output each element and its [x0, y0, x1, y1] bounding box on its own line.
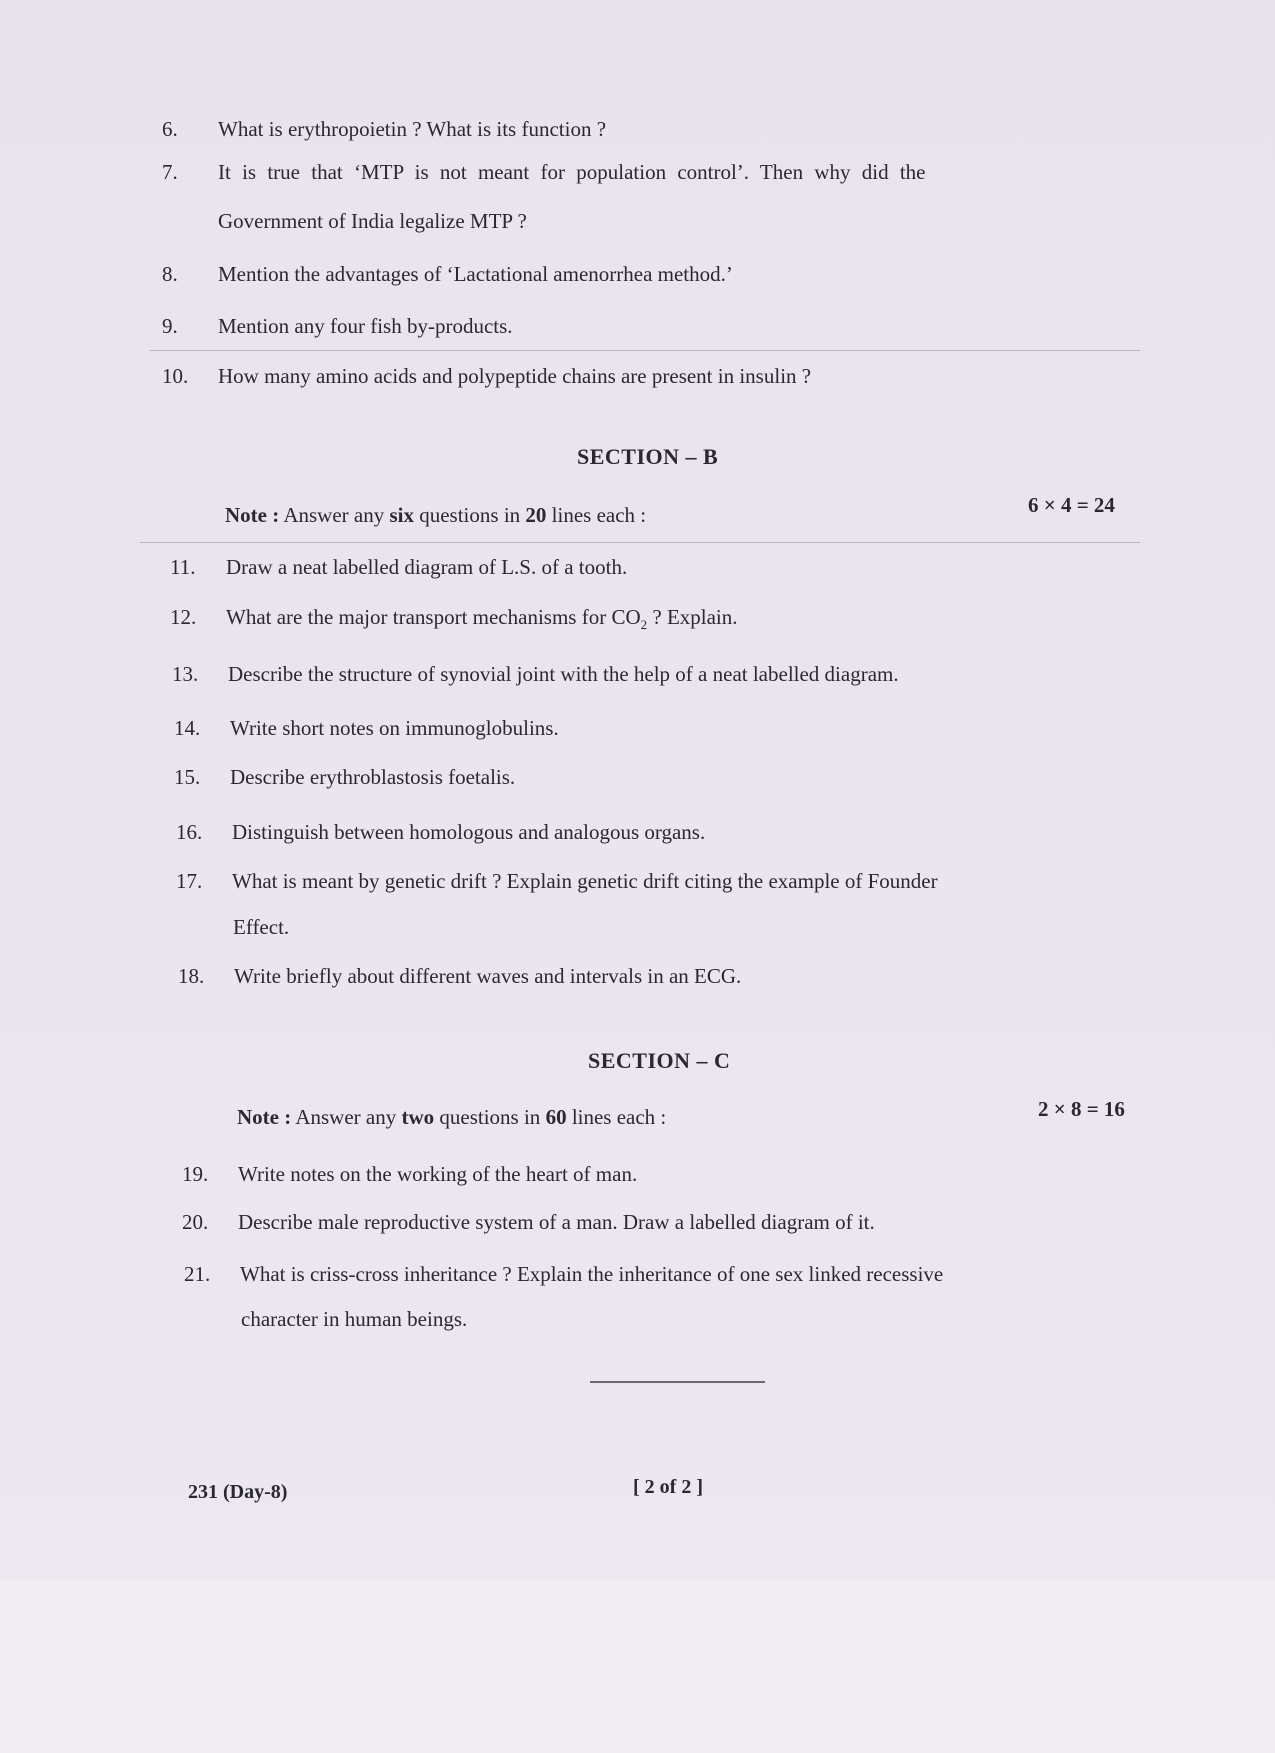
question-number: 8. — [162, 262, 178, 286]
question-21-continuation: character in human beings. — [241, 1307, 468, 1331]
note-text: lines each : — [571, 1105, 667, 1129]
scan-margin — [0, 1580, 1275, 1753]
note-text: Answer any — [283, 503, 385, 527]
subscript: 2 — [640, 617, 648, 633]
question-text-part: What are the major transport mechanisms for CO — [226, 605, 641, 629]
end-rule — [590, 1381, 765, 1383]
question-text: What is meant by genetic drift ? Explain genetic drift citing the example of Founder — [232, 869, 938, 893]
divider — [140, 542, 1140, 543]
question-text: Describe the structure of synovial joint with the help of a neat labelled diagram. — [228, 662, 899, 686]
note-label: Note : — [237, 1105, 292, 1129]
question-number: 11. — [170, 555, 196, 579]
question-number: 7. — [162, 160, 178, 184]
note-lines: 20 — [525, 503, 547, 527]
question-number: 15. — [174, 765, 201, 789]
note-count: six — [389, 503, 414, 527]
section-c-note — [237, 1105, 666, 1130]
question-7-continuation: Government of India legalize MTP ? — [218, 209, 527, 233]
question-text: Distinguish between homologous and analogous organs. — [232, 820, 706, 844]
note-lines: 60 — [545, 1105, 567, 1129]
question-text — [226, 605, 738, 633]
question-text: Mention the advantages of ‘Lactational amenorrhea method.’ — [218, 262, 733, 286]
question-text: What is erythropoietin ? What is its function ? — [218, 117, 607, 141]
note-label: Note : — [225, 503, 280, 527]
divider — [150, 350, 1140, 351]
section-b-heading: SECTION – B — [577, 444, 719, 469]
question-text: Write notes on the working of the heart of man. — [238, 1162, 638, 1186]
section-b-note — [225, 503, 646, 528]
question-number: 18. — [178, 964, 205, 988]
question-number: 16. — [176, 820, 203, 844]
question-text: Describe erythroblastosis foetalis. — [230, 765, 516, 789]
question-number: 13. — [172, 662, 199, 686]
section-b-marks: 6 × 4 = 24 — [1028, 493, 1115, 517]
page-number: [ 2 of 2 ] — [633, 1476, 703, 1498]
question-text: It is true that ‘MTP is not meant for population control’. Then why did the — [218, 160, 926, 184]
question-text-part: ? Explain. — [647, 605, 738, 629]
note-text: questions in — [439, 1105, 541, 1129]
note-text: questions in — [419, 503, 521, 527]
section-c-marks: 2 × 8 = 16 — [1038, 1097, 1125, 1121]
paper-code: 231 (Day-8) — [188, 1481, 288, 1503]
question-number: 14. — [174, 716, 201, 740]
question-text: Draw a neat labelled diagram of L.S. of a tooth. — [226, 555, 628, 579]
question-text: How many amino acids and polypeptide chains are present in insulin ? — [218, 364, 812, 388]
question-number: 19. — [182, 1162, 209, 1186]
question-text: Describe male reproductive system of a man. Draw a labelled diagram of it. — [238, 1210, 875, 1234]
question-number: 12. — [170, 605, 197, 629]
question-number: 21. — [184, 1262, 211, 1286]
section-c-heading: SECTION – C — [588, 1048, 731, 1073]
question-text: Mention any four fish by-products. — [218, 314, 513, 338]
note-count: two — [401, 1105, 435, 1129]
question-text: What is criss-cross inheritance ? Explain the inheritance of one sex linked recessive — [240, 1262, 944, 1286]
note-text: Answer any — [295, 1105, 397, 1129]
question-17-continuation: Effect. — [233, 915, 290, 939]
note-text: lines each : — [551, 503, 647, 527]
question-number: 17. — [176, 869, 203, 893]
question-text: Write short notes on immunoglobulins. — [230, 716, 559, 740]
question-number: 6. — [162, 117, 178, 141]
question-number: 10. — [162, 364, 189, 388]
question-number: 9. — [162, 314, 178, 338]
question-number: 20. — [182, 1210, 209, 1234]
question-text: Write briefly about different waves and intervals in an ECG. — [234, 964, 742, 988]
